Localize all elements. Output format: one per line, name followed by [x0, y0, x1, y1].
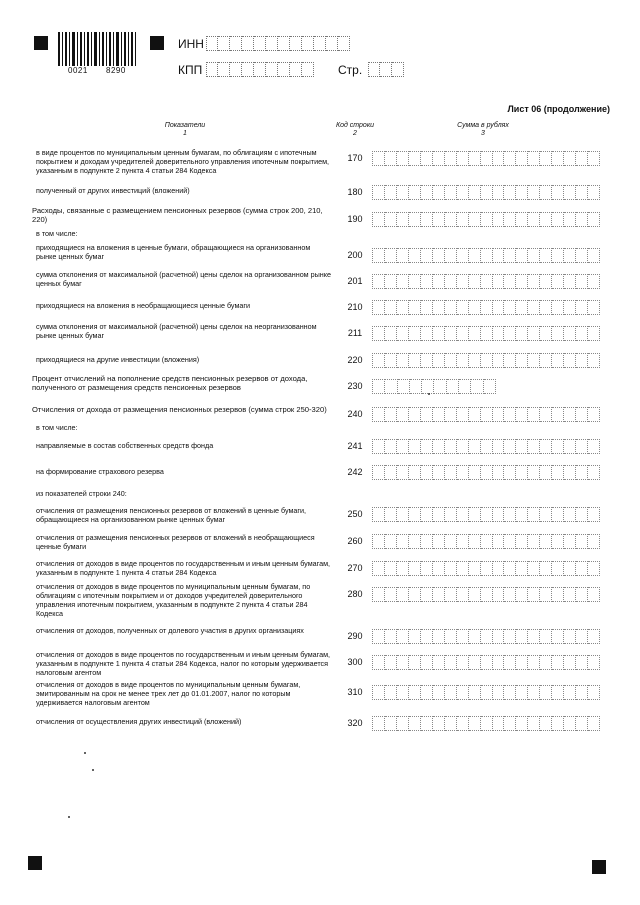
kpp-field[interactable]: [206, 62, 314, 77]
row-310-code: 310: [347, 687, 363, 697]
row-230-label: Процент отчислений на пополнение средств пенсионных резервов от дохода, полученного от размещения средств пенсионных резервов: [32, 374, 308, 392]
row-280-code: 280: [347, 589, 363, 599]
registration-marker-top-left: [34, 36, 48, 50]
row-310-label: отчисления от доходов в виде процентов по муниципальным ценным бумагам, эмитированным на срок не менее трех лет до 01.01.2007, налог по которым удерживается налоговым агентом: [36, 680, 301, 707]
row-240-label: Отчисления от дохода от размещения пенсионных резервов (сумма строк 250-320): [32, 405, 327, 414]
row-280-sum-field[interactable]: [372, 587, 600, 602]
row-290-sum-field[interactable]: [372, 629, 600, 644]
inn-label: ИНН: [178, 37, 204, 51]
page-number-field[interactable]: [368, 62, 404, 77]
row-201-sum-field[interactable]: [372, 274, 600, 289]
row-241-label: направляемые в состав собственных средств фонда: [36, 441, 214, 450]
row-300-label: отчисления от доходов в виде процентов по государственным и иным ценным бумагам, указанным в подпункте 1 пункта 4 статьи 284 Кодекса, налог по которым удерживается налоговым агентом: [36, 650, 331, 677]
row-241-sum-field[interactable]: [372, 439, 600, 454]
row-242-label: на формирование страхового резерва: [36, 467, 164, 476]
row-242-code: 242: [347, 467, 363, 477]
row-220-code: 220: [347, 355, 363, 365]
row-280-label: отчисления от доходов в виде процентов по муниципальным ценным бумагам, по облигациям с ипотечным покрытием и от доходов учредителей доверительного управления ипотечным покрытием, указанным в подпункте 2 пункта 4 статьи 284 Кодекса: [36, 582, 311, 618]
row-211-label: сумма отклонения от максимальной (расчетной) цены сделок на неорганизованном рынке ценных бумаг: [36, 322, 317, 340]
row-242-sum-field[interactable]: [372, 465, 600, 480]
inn-field[interactable]: [206, 36, 350, 51]
barcode: [58, 32, 136, 66]
barcode-number-right: 8290: [106, 66, 126, 75]
row-260-label: отчисления от размещения пенсионных резервов от вложений в необращающиеся ценные бумаги: [36, 533, 315, 551]
row-300-code: 300: [347, 657, 363, 667]
registration-marker-bottom-right: [592, 860, 606, 874]
row-201-label: сумма отклонения от максимальной (расчетной) цены сделок на организованном рынке ценных бумаг: [36, 270, 331, 288]
row-310-sum-field[interactable]: [372, 685, 600, 700]
row-170-label: в виде процентов по муниципальным ценным бумагам, по облигациям с ипотечным покрытием и доходам учредителей доверительного управления ипотечным покрытием, указанным в подпункте 2 пункта 4 статьи 284 Кодекса: [36, 148, 330, 175]
row-211-sum-field[interactable]: [372, 326, 600, 341]
row-290-label: отчисления от доходов, полученных от долевого участия в других организациях: [36, 626, 304, 635]
row-200-label: приходящиеся на вложения в ценные бумаги, обращающиеся на организованном рынке ценных бумаг: [36, 243, 311, 261]
row-170-code: 170: [347, 153, 363, 163]
row-250-label: отчисления от размещения пенсионных резервов от вложений в ценные бумаги, обращающиеся на организованном рынке ценных бумаг: [36, 506, 307, 524]
row-230-code: 230: [347, 381, 363, 391]
row-200-sum-field[interactable]: [372, 248, 600, 263]
scan-speck: [92, 769, 94, 771]
row-260-code: 260: [347, 536, 363, 546]
row-300-sum-field[interactable]: [372, 655, 600, 670]
row-220-label: приходящиеся на другие инвестиции (вложения): [36, 355, 200, 364]
scan-speck: [84, 752, 86, 754]
row-270-label: отчисления от доходов в виде процентов по государственным и иным ценным бумагам, указанным в подпункте 1 пункта 4 статьи 284 Кодекса: [36, 559, 331, 577]
scan-speck: [68, 816, 70, 818]
column-header-sum: Сумма в рублях 3: [457, 122, 509, 137]
decimal-point-dot: [428, 393, 430, 395]
barcode-number-left: 0021: [68, 66, 88, 75]
sheet-title: Лист 06 (продолжение): [507, 104, 610, 114]
row-211-code: 211: [347, 328, 363, 338]
row-180-label: полученный от других инвестиций (вложений): [36, 186, 190, 195]
row-180-code: 180: [347, 187, 363, 197]
row-320-label: отчисления от осуществления других инвестиций (вложений): [36, 717, 242, 726]
row-250-sum-field[interactable]: [372, 507, 600, 522]
row-241-code: 241: [347, 441, 363, 451]
registration-marker-top-right: [150, 36, 164, 50]
row-220-sum-field[interactable]: [372, 353, 600, 368]
column-header-indicators: Показатели 1: [164, 122, 206, 137]
row-210-label: приходящиеся на вложения в необращающиеся ценные бумаги: [36, 301, 251, 310]
row-290-code: 290: [347, 631, 363, 641]
kpp-label: КПП: [178, 63, 203, 77]
row-320-code: 320: [347, 718, 363, 728]
row-201-code: 201: [347, 276, 363, 286]
row-230-percent-field[interactable]: [372, 379, 496, 394]
row-240-breakdown-heading: из показателей строки 240:: [36, 489, 127, 498]
row-320-sum-field[interactable]: [372, 716, 600, 731]
row-180-sum-field[interactable]: [372, 185, 600, 200]
registration-marker-bottom-left: [28, 856, 42, 870]
row-250-code: 250: [347, 509, 363, 519]
row-190-code: 190: [347, 214, 363, 224]
row-270-code: 270: [347, 563, 363, 573]
row-190-subheading: в том числе:: [36, 229, 78, 238]
row-170-sum-field[interactable]: [372, 151, 600, 166]
row-190-sum-field[interactable]: [372, 212, 600, 227]
row-210-sum-field[interactable]: [372, 300, 600, 315]
row-200-code: 200: [347, 250, 363, 260]
row-210-code: 210: [347, 302, 363, 312]
row-260-sum-field[interactable]: [372, 534, 600, 549]
row-240-subheading: в том числе:: [36, 423, 78, 432]
row-190-label: Расходы, связанные с размещением пенсионных резервов (сумма строк 200, 210, 220): [32, 206, 323, 224]
column-header-line-code: Код строки 2: [335, 122, 375, 137]
row-240-sum-field[interactable]: [372, 407, 600, 422]
row-270-sum-field[interactable]: [372, 561, 600, 576]
page-label: Стр.: [338, 63, 363, 77]
row-240-code: 240: [347, 409, 363, 419]
